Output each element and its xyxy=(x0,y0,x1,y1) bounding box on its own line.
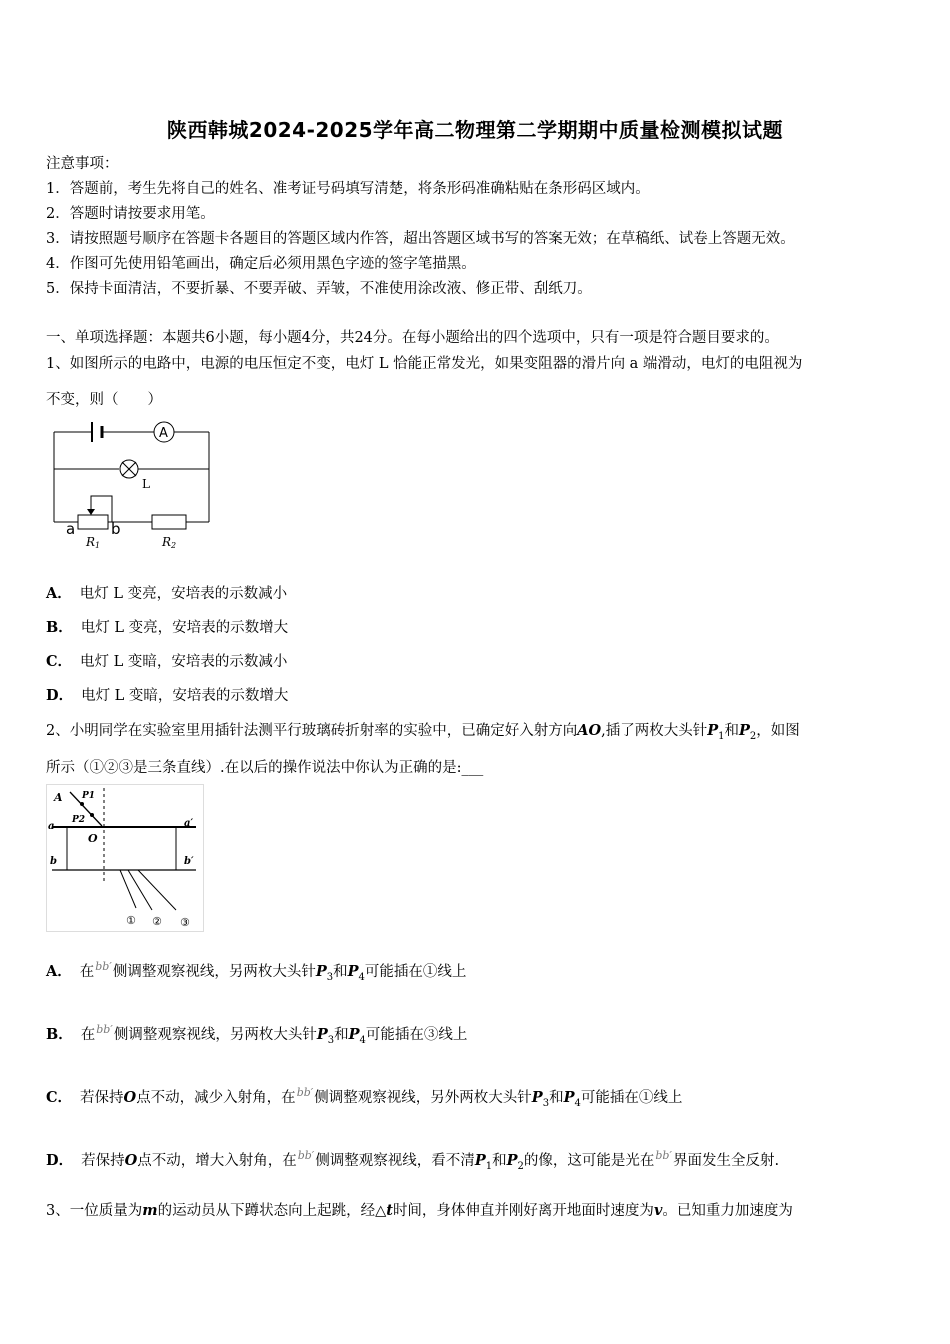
r2-label: R xyxy=(162,535,172,549)
q1-option-b[interactable]: B． 电灯 L 变亮，安培表的示数增大 xyxy=(46,619,289,636)
label-b: b xyxy=(50,856,57,867)
point-a-label: a xyxy=(66,520,76,538)
notice-item-5: 5．保持卡面清洁，不要折暴、不要弄破、弄皱，不准使用涂改液、修正带、刮纸刀。 xyxy=(46,281,592,297)
label-line-2: ② xyxy=(152,915,162,928)
slider-arrow xyxy=(87,509,95,515)
pin-p1 xyxy=(80,802,84,806)
q1-circuit-figure xyxy=(48,418,218,554)
label-A: A xyxy=(54,791,63,804)
label-b-prime: b′ xyxy=(184,856,194,867)
page-title: 陕西韩城2024-2025学年高二物理第二学期期中质量检测模拟试题 xyxy=(166,118,784,142)
svg-text:R1 xyxy=(85,535,100,550)
q2-option-c[interactable]: C． 若保持O点不动，减少入射角，在$^{bb'}$侧调整观察视线，另外两枚大头针$P_3$和$P_4$可能插在①线上 xyxy=(46,1086,683,1109)
q2-glass-figure xyxy=(46,784,204,932)
q2-option-b[interactable]: B． 在$^{bb'}$侧调整观察视线，另两枚大头针$P_3$和$P_4$可能插在③线上 xyxy=(46,1023,468,1046)
pin-p2 xyxy=(90,813,94,817)
label-a: a xyxy=(48,821,55,832)
notice-heading: 注意事项： xyxy=(46,156,119,172)
resistor-r2 xyxy=(152,515,186,529)
notice-item-4: 4．作图可先使用铅笔画出，确定后必须用黑色字迹的签字笔描黑。 xyxy=(46,256,476,272)
q1-option-d[interactable]: D． 电灯 L 变暗，安培表的示数增大 xyxy=(46,687,289,704)
q1-option-c[interactable]: C． 电灯 L 变暗，安培表的示数减小 xyxy=(46,653,288,670)
rheostat-r1 xyxy=(78,515,108,529)
notice-item-3: 3．请按照题号顺序在答题卡各题目的答题区域内作答，超出答题区域书写的答案无效；在草稿纸、试卷上答题无效。 xyxy=(46,231,795,247)
line-1 xyxy=(120,870,136,908)
notice-item-2: 2．答题时请按要求用笔。 xyxy=(46,206,215,222)
q2-stem-line1: 2、小明同学在实验室里用插针法测平行玻璃砖折射率的实验中，已确定好入射方向AO,插了两枚大头针$P_1$和$P_2$，如图 xyxy=(46,722,800,742)
label-line-3: ③ xyxy=(180,916,190,929)
label-P2: P2 xyxy=(72,815,86,825)
label-a-prime: a′ xyxy=(184,818,194,829)
q2-option-a[interactable]: A． 在$^{bb'}$侧调整观察视线，另两枚大头针$P_3$和$P_4$可能插在①线上 xyxy=(46,960,467,983)
r1-label: R xyxy=(86,535,96,549)
q1-stem-line2: 不变，则（ ） xyxy=(46,392,162,408)
q1-option-a[interactable]: A． 电灯 L 变亮，安培表的示数减小 xyxy=(46,585,288,602)
point-b-label: b xyxy=(111,520,121,538)
line-2 xyxy=(128,870,152,910)
svg-text:R2 xyxy=(161,535,176,550)
label-P1: P1 xyxy=(82,791,96,801)
label-O: O xyxy=(88,832,98,845)
q3-stem-line1: 3、一位质量为m的运动员从下蹲状态向上起跳，经△t时间，身体伸直并刚好离开地面时速度为v。已知重力加速度为 xyxy=(46,1202,793,1219)
section-1-heading: 一、单项选择题：本题共6小题，每小题4分，共24分。在每小题给出的四个选项中，只有一项是符合题目要求的。 xyxy=(46,330,779,346)
notice-item-1: 1．答题前，考生先将自己的姓名、准考证号码填写清楚，将条形码准确粘贴在条形码区域内。 xyxy=(46,181,650,197)
r2-sub: 2 xyxy=(171,541,177,550)
ammeter-label: A xyxy=(159,426,168,441)
line-3 xyxy=(138,870,176,910)
q1-stem-line1: 1、如图所示的电路中，电源的电压恒定不变，电灯 L 恰能正常发光，如果变阻器的滑片向 a 端滑动，电灯的电阻视为 xyxy=(46,356,803,372)
lamp-label: L xyxy=(142,477,150,491)
q2-stem-line2: 所示（①②③是三条直线）.在以后的操作说法中你认为正确的是:___ xyxy=(46,760,484,776)
q2-option-d[interactable]: D． 若保持O点不动，增大入射角，在$^{bb'}$侧调整观察视线，看不清$P_1$和$P_2$的像，这可能是光在$^{bb'}$界面发生全反射. xyxy=(46,1149,780,1172)
r1-sub: 1 xyxy=(95,541,101,550)
label-line-1: ① xyxy=(126,914,136,927)
